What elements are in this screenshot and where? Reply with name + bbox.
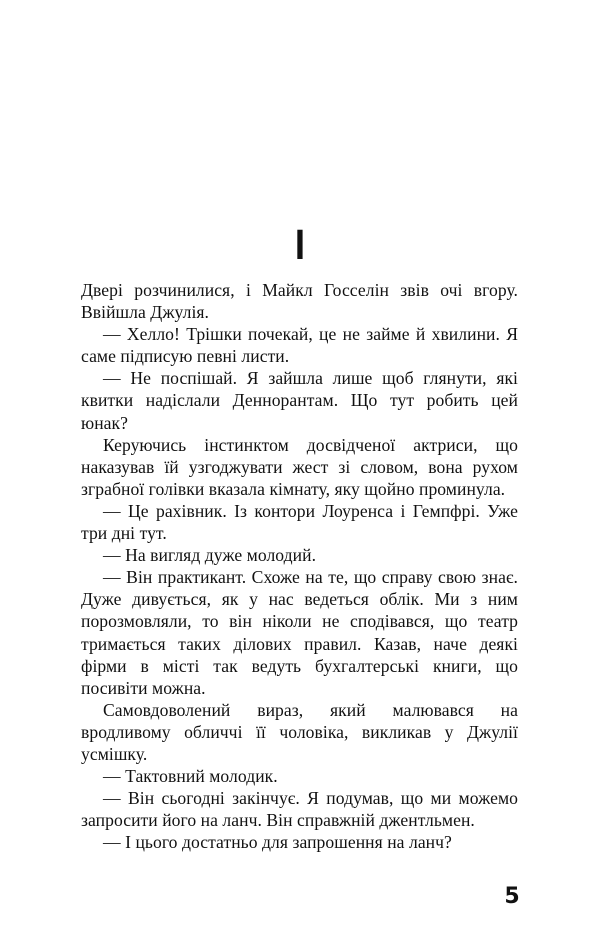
chapter-text [81, 279, 518, 853]
paragraph-dialogue: — На вигляд дуже молодий. [103, 545, 317, 566]
paragraph-narration: Самовдоволений вираз, який малювався на вродливому обличчі її чоловіка, викликав у Джулії усмішку. [81, 699, 518, 764]
paragraph-dialogue: — Хелло! Трішки почекай, це не займе й хвилини. Я саме підписую певні листи. [81, 324, 518, 367]
paragraph-dialogue: — Це рахівник. Із контори Лоуренса і Гемпфрі. Уже три дні тут. [81, 500, 518, 544]
paragraph-dialogue: — Тактовний молодик. [103, 766, 278, 787]
paragraph-dialogue: — Він сьогодні закінчує. Я подумав, що ми можемо запросити його на ланч. Він справжній джентльмен. [81, 788, 518, 831]
paragraph-narration: Керуючись інстинктом досвідченої актриси, що наказував їй узгоджувати жест зі словом, вона рухом зграбної голівки вказала кімнату, яку щойно проминула. [81, 434, 518, 499]
paragraph-dialogue: — Не поспішай. Я зайшла лише щоб глянути, які квитки надіслали Деннорантам. Що тут робить цей юнак? [81, 368, 518, 433]
chapter-number: I [294, 223, 306, 269]
paragraph-dialogue: — І цього достатньо для запрошення на ланч? [103, 832, 452, 853]
page-number: 5 [504, 884, 520, 909]
paragraph-dialogue: — Він практикант. Схоже на те, що справу свою знає. Дуже дивується, як у нас ведеться облік. Ми з ним порозмовляли, то він ніколи не сподівався, що театр тримається таких ділових правил. Казав, наче деякі фірми в місті так ведуть бухгалтерські книги, що посивіти можна. [81, 567, 518, 698]
paragraph-opening: Двері розчинилися, і Майкл Госселін звів очі вгору. Ввійшла Джулія. [81, 280, 518, 323]
